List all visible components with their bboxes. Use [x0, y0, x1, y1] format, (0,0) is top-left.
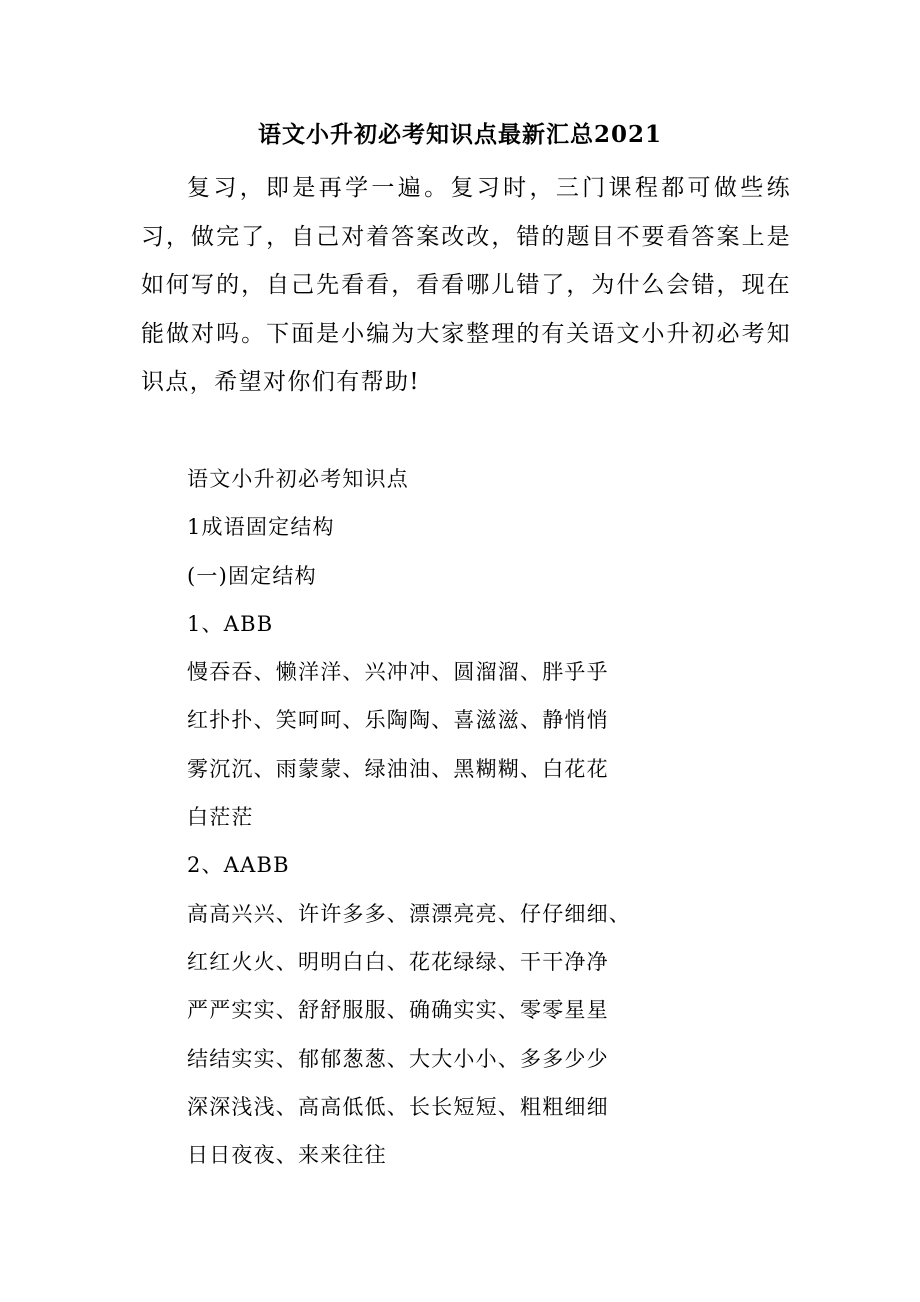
pattern-heading: 1、ABB: [187, 611, 274, 636]
idiom-line: 慢吞吞、懒洋洋、兴冲冲、圆溜溜、胖乎乎: [187, 660, 609, 685]
pattern-heading: 2、AABB: [187, 853, 290, 878]
idiom-line: 严严实实、舒舒服服、确确实实、零零星星: [187, 998, 609, 1023]
section-heading: 语文小升初必考知识点: [187, 467, 409, 491]
subsection-heading: 1成语固定结构: [187, 515, 335, 540]
idiom-line: 结结实实、郁郁葱葱、大大小小、多多少少: [187, 1046, 609, 1071]
idiom-line: 高高兴兴、许许多多、漂漂亮亮、仔仔细细、: [187, 901, 631, 926]
idiom-line: 日日夜夜、来来往往: [187, 1143, 387, 1168]
idiom-line: 白茫茫: [187, 805, 254, 830]
idiom-line: 雾沉沉、雨蒙蒙、绿油油、黑糊糊、白花花: [187, 756, 609, 781]
idiom-line: 红扑扑、笑呵呵、乐陶陶、喜滋滋、静悄悄: [187, 708, 609, 733]
content-lines: [187, 455, 787, 1179]
page-title: 语文小升初必考知识点最新汇总2021: [257, 121, 662, 148]
idiom-line: 深深浅浅、高高低低、长长短短、粗粗细细: [187, 1094, 609, 1119]
subsection-heading: (一)固定结构: [187, 563, 317, 588]
intro-paragraph: 复习，即是再学一遍。复习时，三门课程都可做些练习，做完了，自己对着答案改改，错的题目不要看答案上是如何写的，自己先看看，看看哪儿错了，为什么会错，现在能做对吗。下面是小编为大家整理的有关语文小升初必考知识点，希望对你们有帮助!: [141, 175, 791, 395]
idiom-line: 红红火火、明明白白、花花绿绿、干干净净: [187, 949, 609, 974]
